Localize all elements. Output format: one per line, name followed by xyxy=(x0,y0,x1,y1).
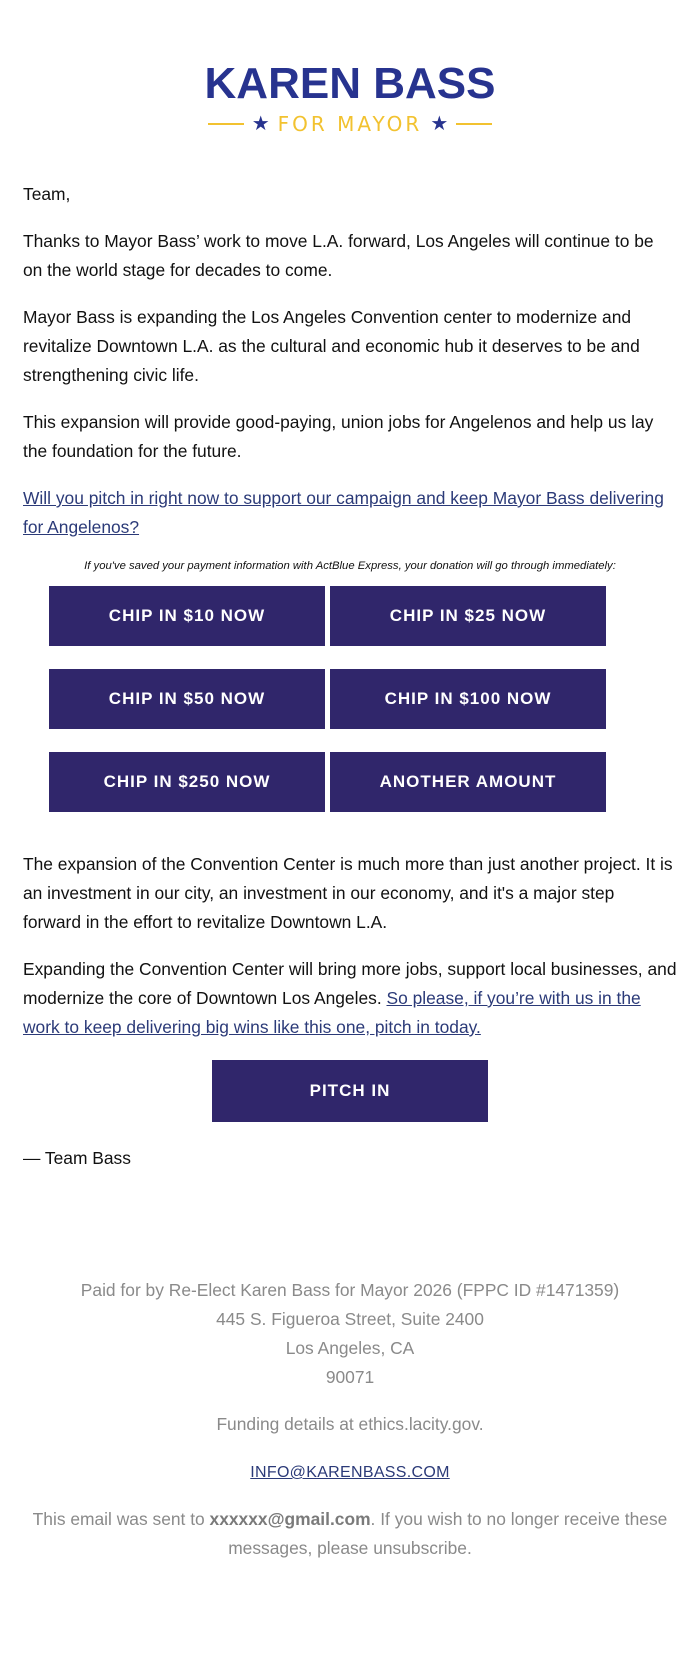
pitch-in-today-link[interactable]: So please, if you’re with us in the work to keep delivering big wins like this one, pitch in today. xyxy=(23,988,641,1037)
body-paragraph-text: Expanding the Convention Center will bring more jobs, support local businesses, and modernize the core of Downtown Los Angeles. xyxy=(23,959,677,1008)
logo-name: KAREN BASS xyxy=(204,59,496,108)
sent-prefix: This email was sent to xyxy=(32,1509,210,1529)
body-paragraph-with-link xyxy=(23,955,677,1042)
cta-paragraph xyxy=(23,484,677,542)
another-amount-button[interactable]: ANOTHER AMOUNT xyxy=(330,752,606,812)
logo-subtitle-row xyxy=(0,112,700,136)
greeting: Team, xyxy=(23,184,71,204)
chip-in-50-button[interactable]: CHIP IN $50 NOW xyxy=(49,669,325,729)
unsubscribe-notice xyxy=(0,1505,700,1563)
address-line-2: Los Angeles, CA xyxy=(285,1338,415,1358)
body-paragraph: Thanks to Mayor Bass’ work to move L.A. forward, Los Angeles will continue to be on the world stage for decades to come. xyxy=(23,231,654,280)
body-paragraph: This expansion will provide good-paying, union jobs for Angelenos and help us lay the foundation for the future. xyxy=(23,412,654,461)
star-icon: ★ xyxy=(430,113,449,135)
pitch-in-button[interactable]: PITCH IN xyxy=(212,1060,488,1122)
footer-spacer xyxy=(0,1487,700,1505)
message-content-continued xyxy=(0,850,700,1170)
logo-subtitle: FOR MAYOR xyxy=(277,112,423,136)
chip-in-250-button[interactable]: CHIP IN $250 NOW xyxy=(49,752,325,812)
address-zip: 90071 xyxy=(325,1367,375,1387)
chip-in-10-button[interactable]: CHIP IN $10 NOW xyxy=(49,586,325,646)
chip-in-100-button[interactable]: CHIP IN $100 NOW xyxy=(330,669,606,729)
signoff: — Team Bass xyxy=(23,1148,131,1168)
pitch-in-wrapper xyxy=(23,1060,677,1122)
donate-cta-link[interactable]: Will you pitch in right now to support our campaign and keep Mayor Bass delivering for Angelenos? xyxy=(23,488,664,537)
star-icon: ★ xyxy=(251,113,270,135)
body-paragraph: The expansion of the Convention Center is much more than just another project. It is an investment in our city, an investment in our economy, and it's a major step forward in the effort to revitalize Downtown L.A. xyxy=(23,854,673,932)
paid-for-disclaimer: Paid for by Re-Elect Karen Bass for Mayor 2026 (FPPC ID #1471359) xyxy=(80,1280,620,1300)
logo-left-rule xyxy=(208,123,244,125)
recipient-email: xxxxxx@gmail.com xyxy=(209,1509,371,1529)
donation-button-grid xyxy=(49,586,608,812)
message-content xyxy=(0,180,700,572)
logo-right-rule xyxy=(456,123,492,125)
funding-details: Funding details at ethics.lacity.gov. xyxy=(216,1414,484,1434)
email-footer xyxy=(0,1170,700,1563)
footer-spacer xyxy=(0,1439,700,1457)
footer-spacer xyxy=(0,1392,700,1410)
contact-email-link[interactable]: INFO@KARENBASS.COM xyxy=(250,1464,450,1481)
contact-email-row xyxy=(0,1457,700,1487)
actblue-express-note: If you've saved your payment information with ActBlue Express, your donation will go through immediately: xyxy=(84,560,616,572)
address-line-1: 445 S. Figueroa Street, Suite 2400 xyxy=(216,1309,484,1329)
chip-in-25-button[interactable]: CHIP IN $25 NOW xyxy=(330,586,606,646)
campaign-logo[interactable] xyxy=(0,0,700,180)
body-paragraph: Mayor Bass is expanding the Los Angeles Convention center to modernize and revitalize Downtown L.A. as the cultural and economic hub it deserves to be and strengthening civic life. xyxy=(23,307,640,385)
sent-suffix: . If you wish to no longer receive these messages, please unsubscribe. xyxy=(228,1509,668,1558)
